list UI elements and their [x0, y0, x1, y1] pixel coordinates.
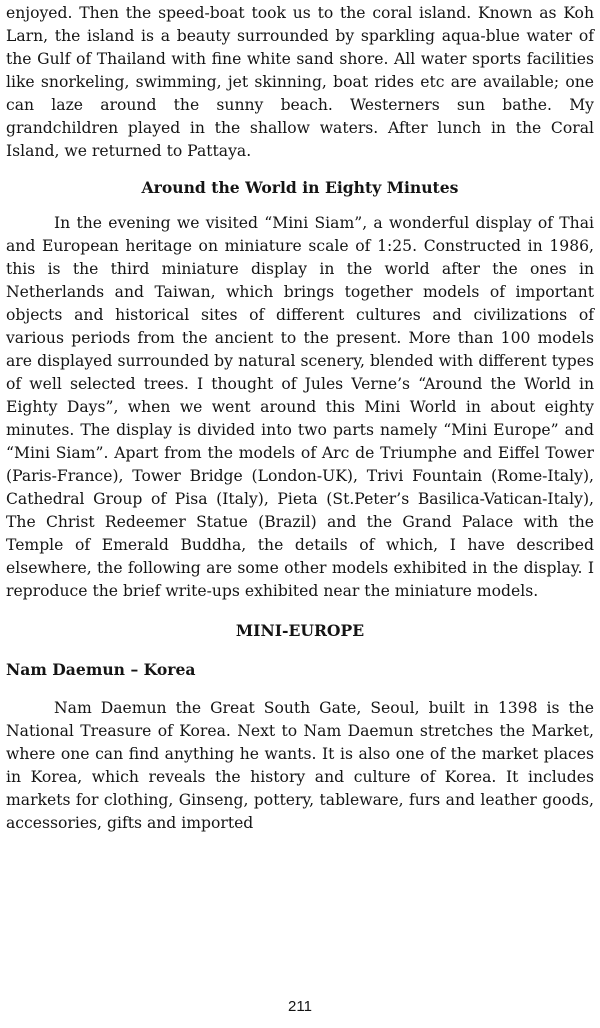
page-number: 211 — [288, 998, 312, 1015]
paragraph-mini-siam: In the evening we visited “Mini Siam”, a wonderful display of Thai and European heritage on miniature scale of 1:25. Constructed in 1986, this is the third miniature display in the world after the ones in Netherlands and Taiwan, which brings together models of important objects and historical sites of different cultures and civilizations of various periods from the ancient to the present. More than 100 models are displayed surrounded by natural scenery, blended with different types of well selected trees. I thought of Jules Verne’s “Around the World in Eighty Days”, when we went around this Mini World in about eighty minutes. The display is divided into two parts namely “Mini Europe” and “Mini Siam”. Apart from the models of Arc de Triumphe and Eiffel Tower (Paris-France), Tower Bridge (London-UK), Trivi Fountain (Rome-Italy), Cathedral Group of Pisa (Italy), Pieta (St.Peter’s Basilica-Vatican-Italy), The Christ Redeemer Statue (Brazil) and the Grand Palace with the Temple of Emerald Buddha, the details of which, I have described elsewhere, the following are some other models exhibited in the display. I reproduce the brief write-ups exhibited near the miniature models. — [6, 214, 594, 600]
paragraph-intro: enjoyed. Then the speed-boat took us to the coral island. Known as Koh Larn, the island is a beauty surrounded by sparkling aqua-blue water of the Gulf of Thailand with fine white sand shore. All water sports facilities like snorkeling, swimming, jet skinning, boat rides etc are available; one can laze around the sunny beach. Westerners sun bathe. My grandchildren played in the shallow waters. After lunch in the Coral Island, we returned to Pattaya. — [6, 4, 594, 160]
section-heading-around-the-world: Around the World in Eighty Minutes — [141, 178, 459, 197]
spacer — [6, 642, 594, 658]
section-heading-mini-europe: MINI-EUROPE — [235, 621, 365, 640]
spacer — [6, 603, 594, 619]
book-page — [6, 0, 594, 1028]
subheading-nam-daemun: Nam Daemun – Korea — [6, 660, 196, 679]
spacer — [6, 199, 594, 212]
spacer — [6, 681, 594, 697]
spacer — [6, 163, 594, 176]
paragraph-nam-daemun: Nam Daemun the Great South Gate, Seoul, built in 1398 is the National Treasure of Korea. Next to Nam Daemun stretches the Market, where one can find anything he wants. It is also one of the market places in Korea, which reveals the history and culture of Korea. It includes markets for clothing, Ginseng, pottery, tableware, furs and leather goods, accessories, gifts and imported — [6, 699, 594, 832]
